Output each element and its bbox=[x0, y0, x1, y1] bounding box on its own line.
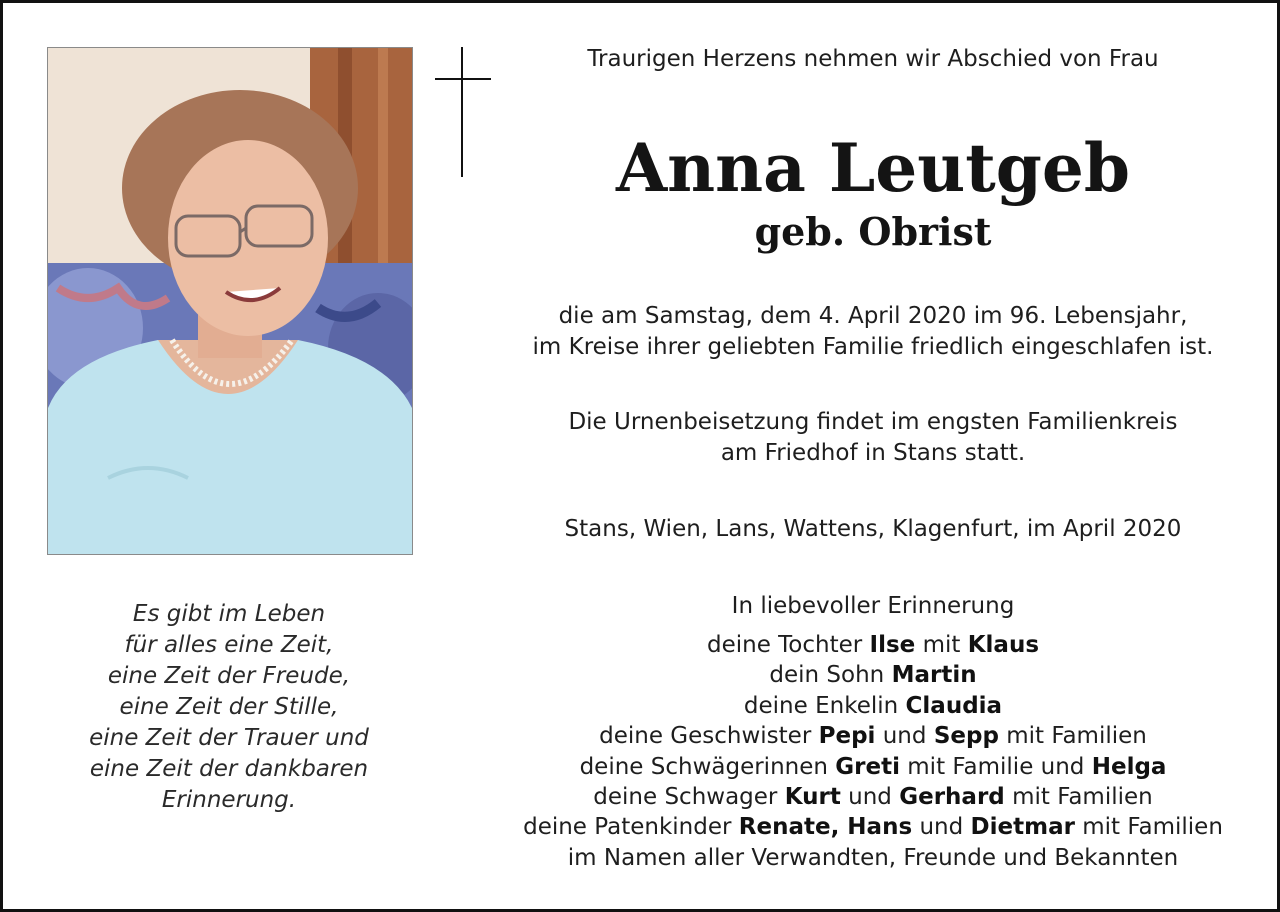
poem-line: eine Zeit der Freude, bbox=[107, 663, 351, 689]
mourner-text: deine Geschwister bbox=[599, 723, 819, 750]
mourner-name: Gerhard bbox=[899, 784, 1005, 811]
mourner-text: deine Schwager bbox=[593, 784, 785, 811]
portrait-photo bbox=[47, 47, 413, 555]
mourner-row bbox=[493, 691, 1253, 721]
mourner-row bbox=[493, 721, 1253, 751]
mourner-text: und bbox=[912, 814, 971, 841]
cross-icon bbox=[435, 47, 491, 177]
mourner-row bbox=[493, 812, 1253, 842]
memory-heading bbox=[493, 591, 1253, 622]
mourner-text: deine Enkelin bbox=[743, 692, 906, 719]
mourner-text: und bbox=[840, 784, 900, 811]
mourner-text: dein Sohn bbox=[769, 662, 892, 689]
poem-line: eine Zeit der Trauer und bbox=[89, 725, 369, 751]
portrait-image bbox=[48, 48, 412, 554]
mourner-text: deine Tochter bbox=[706, 632, 870, 658]
mourner-name: Dietmar bbox=[970, 814, 1075, 841]
mourner-text: mit Familien bbox=[1074, 814, 1223, 841]
poem-line: eine Zeit der dankbaren bbox=[89, 756, 369, 782]
death-notice-line: im Kreise ihrer geliebten Familie friedlich eingeschlafen ist. bbox=[532, 334, 1214, 360]
mourner-name: Pepi bbox=[818, 723, 876, 750]
deceased-name: Anna Leutgeb bbox=[615, 129, 1131, 207]
mourner-row bbox=[493, 782, 1253, 812]
mourner-name: Martin bbox=[891, 662, 977, 689]
mourner-row bbox=[493, 843, 1253, 873]
mourner-text: und bbox=[875, 723, 934, 750]
intro-line: Traurigen Herzens nehmen wir Abschied von Frau bbox=[587, 46, 1159, 72]
mourner-text: mit Familien bbox=[998, 723, 1147, 750]
places-date bbox=[493, 514, 1253, 545]
mourner-name: Claudia bbox=[905, 692, 1003, 719]
poem-line: Erinnerung. bbox=[161, 787, 297, 813]
mourner-name: Ilse bbox=[869, 632, 916, 658]
mourner-row bbox=[493, 752, 1253, 782]
mourners-list bbox=[493, 630, 1253, 873]
death-notice bbox=[493, 301, 1253, 363]
mourner-name: Helga bbox=[1091, 753, 1167, 780]
funeral-line: Die Urnenbeisetzung findet im engsten Familienkreis bbox=[568, 409, 1178, 435]
mourner-text: mit bbox=[915, 632, 968, 658]
mourner-name: Greti bbox=[835, 753, 900, 780]
poem-line: für alles eine Zeit, bbox=[124, 632, 334, 658]
funeral-line: am Friedhof in Stans statt. bbox=[720, 440, 1026, 466]
mourner-row bbox=[493, 630, 1253, 660]
mourner-text: deine Patenkinder bbox=[523, 814, 739, 841]
mourner-name: Kurt bbox=[784, 784, 841, 811]
mourner-name: Renate, Hans bbox=[738, 814, 913, 841]
poem-line: Es gibt im Leben bbox=[132, 601, 326, 627]
mourner-text: im Namen aller Verwandten, Freunde und Bekannten bbox=[567, 844, 1179, 871]
memory-line: In liebevoller Erinnerung bbox=[731, 593, 1015, 619]
mourner-text: deine Schwägerinnen bbox=[579, 753, 836, 780]
mourner-name: Klaus bbox=[967, 632, 1040, 658]
maiden-name: geb. Obrist bbox=[754, 209, 992, 254]
mourner-text: mit Familie und bbox=[899, 753, 1092, 780]
mourner-text: mit Familien bbox=[1004, 784, 1153, 811]
memorial-poem bbox=[47, 599, 411, 816]
death-notice-line: die am Samstag, dem 4. April 2020 im 96. Lebensjahr, bbox=[558, 303, 1188, 329]
mourner-row bbox=[493, 660, 1253, 690]
mourner-name: Sepp bbox=[933, 723, 999, 750]
funeral-info bbox=[493, 407, 1253, 469]
poem-line: eine Zeit der Stille, bbox=[119, 694, 339, 720]
places-date-line: Stans, Wien, Lans, Wattens, Klagenfurt, im April 2020 bbox=[564, 516, 1182, 542]
